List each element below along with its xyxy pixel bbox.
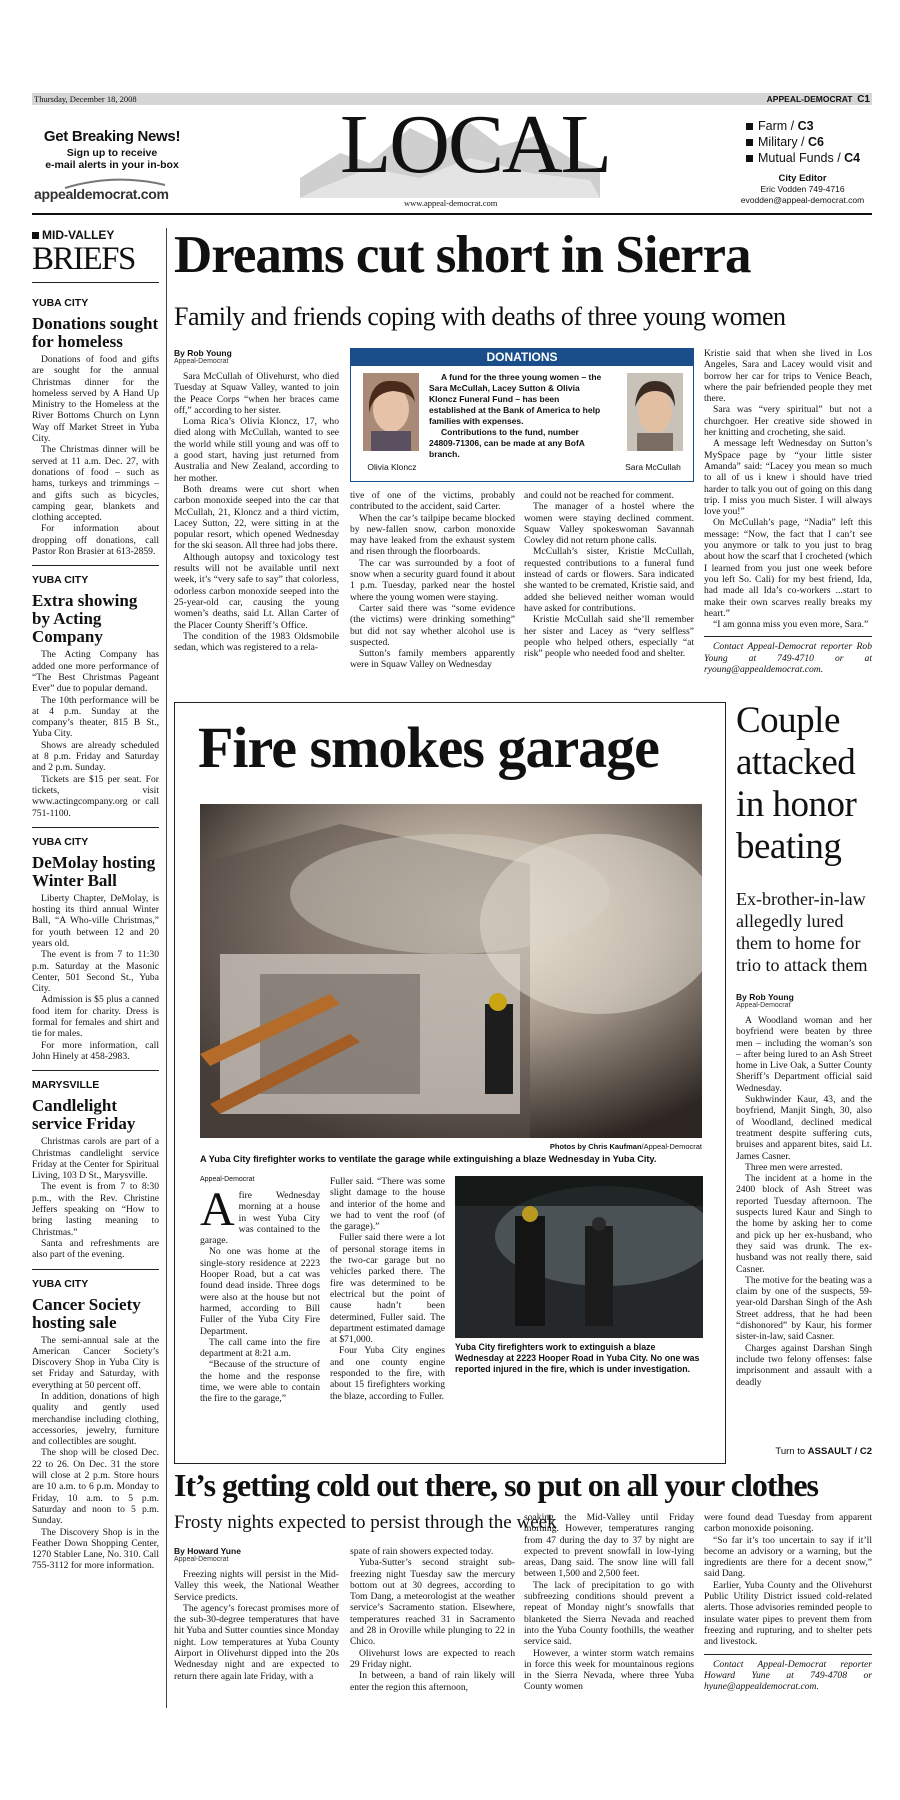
section-title: LOCAL [340,98,610,191]
paragraph: soaking the Mid-Valley until Friday morning. However, temperatures ranging from 47 during the day to 37 by night are expected to prevent snowfall in low-lying areas, Dang said. The snow line will fall between 1,500 and 2,500 feet. [524,1512,694,1580]
story1-headline[interactable]: Dreams cut short in Sierra [174,226,751,284]
index-item[interactable]: Military / C6 [746,134,860,150]
paragraph: Freezing nights will persist in the Mid-Valley this week, the National Weather Service predicts. [174,1569,339,1603]
promo-line: e-mail alerts in your in-box [45,159,179,171]
paragraph: “I am gonna miss you even more, Sara.” [713,619,869,631]
couple-deck: Ex-brother-in-law allegedly lured them to home for trio to attack them [736,889,868,975]
agency-credit: Appeal-Democrat [736,1002,791,1009]
paragraph: Sukhwinder Kaur, 43, and the boyfriend, Manjit Singh, 30, also of Woodland, declined medical treatment despite suffering cuts, bruises and apparent bites, said Lt. James Casner. [736,1094,872,1162]
story1-deck: Family and friends coping with deaths of three young women [174,302,786,331]
promo-line: Sign up to receive [66,147,158,159]
agency-credit: Appeal-Democrat [174,1556,229,1563]
paragraph: “So far it’s too uncertain to say if it’ll become an advisory or a warning, but the ingredients are there for a decent snow,” said Dang. [704,1534,872,1580]
paragraph: Fuller said. “There was some slight damage to the house and interior of the home and we had to vent the roof (of the garage).” [330,1176,445,1233]
brief-paragraph: The shop will be closed Dec. 22 to 26. On Dec. 31 the store will close at 2 p.m. Store hours are 10 a.m. to 6 p.m. Monday to Friday, 10 a.m. to 5 p.m. Saturday and noon to 5 p.m. Sunday. [32,1447,159,1527]
brief-paragraph: Shows are already scheduled at 8 p.m. Friday and Saturday and 2 p.m. Sunday. [32,739,159,774]
brief-paragraph: The semi-annual sale at the American Cancer Society’s Discovery Shop in Yuba City is set Friday and Saturday, with everything at 50 percent off. [32,1334,159,1391]
caption-olivia-kloncz: Olivia Kloncz [367,462,417,472]
brief-headline: Cancer Society hosting sale [32,1294,141,1332]
brief-location: MARYSVILLE [32,1079,100,1092]
brief-headline: Donations sought for homeless [32,314,159,351]
index-item[interactable]: Farm / C3 [746,118,860,134]
section-index [746,118,860,166]
brief-paragraph: The event is from 7 to 8:30 p.m., with the Rev. Christine Jeffers speaking on “How to bring lasting meaning to Christmas.” [32,1181,159,1238]
paragraph: Sutton’s family members apparently were in Squaw Valley on Wednesday [350,648,515,671]
byline: By Rob Young [736,992,794,1002]
donations-title: DONATIONS [351,349,693,366]
site-url[interactable]: www.appeal-democrat.com [404,198,498,208]
paragraph: The car was surrounded by a foot of snow when a security guard found it about 1 p.m. Tuesday, parked near the hostel where the young women were staying. [350,557,515,603]
paragraph: McCullah’s sister, Kristie McCullah, requested contributions to a funeral fund instead of cards or flowers. Sara indicated she wanted to be cremated, Kristie said, and added she believed neither woman would have asked for contributions. [524,546,694,614]
paragraph: The motive for the beating was a claim by one of the suspects, 59-year-old Darshan Singh of the Ash Street address, that he had been “dishonored” by Kaur, his former sister-in-law, said Casner. [736,1274,872,1343]
paragraph: The call came into the fire department at 8:21 a.m. [200,1336,320,1360]
photo-sara-mccullah [627,373,683,451]
breaking-news-promo[interactable] [32,128,192,171]
paragraph: tive of one of the victims, probably contributed to the accident, said Carter. [350,490,515,513]
paragraph: Both dreams were cut short when carbon monoxide seeped into the car that McCullah, 21, Kloncz and a third victim, Lacey Sutton, 22, were sitting in at the popular resort, which opened Wednesday for the ski season. All three had jobs there. [174,483,339,552]
paragraph: spate of rain showers expected today. [350,1546,494,1557]
brief-location: YUBA CITY [32,835,89,848]
fire-secondary-caption: Yuba City firefighters work to extinguish a blaze Wednesday at 2223 Hooper Road in Yuba City. No one was reported injured in the fire, which is under investigation. [455,1342,700,1374]
paper-name: APPEAL-DEMOCRAT [766,94,853,104]
page-folio [767,93,870,106]
paragraph: On McCullah’s page, “Nadia” left this message: “Now, the fact that I can’t see you anymore or talk to you just to brag about how the scarf that I crocheted (which I learned from you just one week before you left So. Cali) for my best friend, Ida, had made all Ida’s co-workers ...start to make their own scarves really breaks my heart.” [704,517,872,619]
brief-paragraph: Liberty Chapter, DeMolay, is hosting its third annual Winter Ball, “A Who-ville Christmas,” for youth between 12 and 20 years old. [32,892,159,949]
byline: By Rob Young [174,348,232,358]
brief-headline: DeMolay hosting Winter Ball [32,852,156,890]
couple-story-text [736,992,872,1388]
fire-main-photo [200,804,702,1138]
cold-column-2 [350,1546,515,1693]
cold-deck: Frosty nights expected to persist through the week [174,1512,557,1533]
masthead-rule [32,213,872,215]
city-editor [740,173,865,206]
paragraph: Three men were arrested. [745,1161,843,1173]
brief-headline: Extra showing by Acting Company [32,591,138,647]
paragraph: The condition of the 1983 Oldsmobile sedan, which was registered to a rela- [174,630,339,654]
brief-paragraph: The Discovery Shop is in the Feather Down Shopping Center, 1270 Stabler Lane, No. 310. Call 755-3112 for more information. [32,1526,159,1572]
briefs-kicker: MID-VALLEY [32,228,159,242]
cold-column-3 [524,1512,694,1693]
story1-column-2 [350,490,515,671]
cold-column-1 [174,1546,339,1682]
brief-paragraph: Admission is $5 plus a canned food item for charity. Dress is formal for females and shirt and tie for males. [32,994,159,1040]
paragraph: The agency’s forecast promises more of the sub-30-degree temperatures that have hit Yuba and Sutter counties since Monday night. Low temperatures at Yuba County Airport in Olivehurst dipped into the 20s Wednesday night and are expected to return there again late Friday, with a [174,1602,339,1682]
paragraph: Kristie McCullah said she’ll remember her sister and Lacey as “very selfless” people who helped others, especially “at risk” people who needed food and shelter. [524,614,694,660]
paragraph: Fuller said there were a lot of personal storage items in the two-car garage but no vehicles parked there. The fire was determined to be electrical but the point of cause hadn’t been determined, Fuller said. The department estimated damage at $71,000. [330,1232,445,1346]
promo-title: Get Breaking News! [43,128,181,145]
couple-headline[interactable]: Couple attacked in honor beating [736,700,857,867]
paragraph: “Because of the structure of the home and the response time, we were able to contain the fire to the garage,” [200,1359,320,1405]
paragraph: Although autopsy and toxicology test results will not be available until next week, it’s “very safe to say” that colorless, odorless carbon monoxide seeped into the 25-year-old car, causing the young women’s deaths, said Lt. Allan Carter of the Placer County Sheriff’s Office. [174,551,339,631]
story1-column-4 [704,348,872,675]
brief-paragraph: Santa and refreshments are also part of the evening. [32,1237,159,1261]
paragraph: Kristie said that when she lived in Los Angeles, Sara and Lacey would visit and borrow her car for trips to Venice Beach, where the pair befriended people they met there. [704,348,872,405]
site-logo[interactable]: appealdemocrat.com [34,186,169,202]
paragraph: Sara McCullah of Olivehurst, who died Tuesday at Squaw Valley, wanted to join the Peace Corps “when her braces came off,” according to her sister. [174,371,339,416]
fire-column-1 [200,1183,320,1405]
date: Thursday, December 18, 2008 [34,94,137,104]
paragraph: When the car’s tailpipe became blocked by new-fallen snow, carbon monoxide may have leaked from the exhaust system and risen through the floorboards. [350,512,515,558]
drop-cap: A [200,1183,235,1236]
paragraph: However, a winter storm watch remains in force this week for mountainous regions in the Sierra Nevada, where three Yuba County women [524,1647,694,1693]
paragraph: Earlier, Yuba County and the Olivehurst Public Utility District issued cold-related alerts. Those advisories reminded people to insulate water pipes to prevent them from freezing and rupturing, and to shelter pets and livestock. [704,1579,872,1648]
brief-paragraph: The 10th performance will be at 4 p.m. Sunday at the company’s theater, 815 B St., Yuba City. [32,694,159,740]
paragraph: fire Wednesday morning at a house in west Yuba City was contained to the garage. [200,1190,320,1247]
byline: By Howard Yune [174,1546,241,1556]
brief-headline: Candlelight service Friday [32,1096,136,1134]
briefs-column [32,228,159,1572]
editor-title: City Editor [778,173,827,184]
index-item[interactable]: Mutual Funds / C4 [746,150,860,166]
fire-headline[interactable]: Fire smokes garage [198,715,659,780]
paragraph: were found dead Tuesday from apparent carbon monoxide poisoning. [704,1512,872,1535]
paragraph: Carter said there was “some evidence (the victims) were drinking something” but did not say whether alcohol use is suspected. [350,602,515,648]
donations-text: A fund for the three young women – the Sara McCullah, Lacey Sutton & Olivia Kloncz Funeral Fund – has been established at the Bank of America to help families with expenses. Contributions to the fund, number 24809-71306, can be made at any BofA branch. [429,372,602,459]
paragraph: Four Yuba City engines and one county engine responded to the fire, with about 15 firefighters working the blaze, according to Fuller. [330,1345,445,1402]
agency-credit: Appeal-Democrat [174,358,229,365]
paragraph: The manager of a hostel where the women were staying declined comment. Squaw Valley spokeswoman Savannah Cowley did not return phone calls. [524,501,694,547]
photo-olivia-kloncz [363,373,419,451]
brief-paragraph: Donations of food and gifts are sought for the annual Christmas dinner for the homeless served by A Hand Up Ministry to the Homeless at the River Bottoms Church on Lynn Way off Market Street in Yuba City. [32,354,159,445]
agency-credit: Appeal-Democrat [200,1176,255,1183]
paragraph: Loma Rica’s Olivia Kloncz, 17, who died along with McCullah, wanted to see the world while still young and was off to a good start, having just returned from Australia and New Zealand, according to her mother. [174,416,339,484]
brief-location: YUBA CITY [32,574,89,587]
paragraph: Yuba-Sutter’s second straight sub-freezing night Tuesday saw the mercury bottom out at 30 degrees, according to Tom Dang, a meteorologist at the weather service’s Sacramento station. Elsewhere, temperatures reached 31 in Sacramento and 28 in Oroville while plunging to 22 in Chico. [350,1557,515,1648]
fire-column-2 [330,1176,445,1402]
paragraph: A message left Wednesday on Sutton’s MySpace page by “your little sister Amanda” said: “Lacey you mean so much to all of us i knew i should have tried harder to talk you out of going on this dang trip. I miss you much Sister. I will always love you!” [704,438,872,518]
editor-name: Eric Vodden 749-4716 [760,184,845,194]
paragraph: A Woodland woman and her boyfriend were beaten by three men – including the woman’s son – after being lured to an Ash Street home in Live Oak, a Sutter County Sheriff’s Department official said Wednesday. [736,1015,872,1094]
jump-line[interactable]: Turn to ASSAULT / C2 [775,1446,872,1457]
brief-location: YUBA CITY [32,1277,89,1290]
fire-photo-caption: A Yuba City firefighter works to ventilate the garage while extinguishing a blaze Wednesday in Yuba City. [200,1154,657,1164]
paragraph: The lack of precipitation to go with subfreezing conditions should prevent a repeat of Monday night’s snowfalls that blanketed the Sierra Nevada and reached into the Yuba County foothills, the weather service said. [524,1579,694,1648]
page-number: C1 [857,94,870,105]
brief-paragraph: The Acting Company has added one more performance of “The Best Christmas Pageant Ever” due to popular demand. [32,649,159,695]
fire-secondary-photo [455,1176,703,1338]
column-divider [166,228,167,1708]
story1-column-1 [174,348,339,653]
brief-paragraph: The event is from 7 to 11:30 p.m. Saturday at the Masonic Center, 501 Second St., Yuba City. [32,949,159,995]
brief-paragraph: The Christmas dinner will be served at 11 a.m. Dec. 27, with donations of food – such as hams, turkeys and trimmings – and gifts such as bicycles, camping gear, blankets and clothing accepted. [32,444,159,524]
paragraph: No one was home at the single-story residence at 2223 Hooper Road, but a cat was found dead inside. Three dogs were also at the house but not harmed, according to Bill Fuller of the Yuba City Fire Department. [200,1246,320,1337]
brief-paragraph: Christmas carols are part of a Christmas candlelight service Friday at the Center for Spiritual Living, 103 D St., Marysville. [32,1136,159,1182]
cold-column-4 [704,1512,872,1692]
briefs-title: BRIEFS [32,241,135,277]
editor-email[interactable]: evodden@appeal-democrat.com [740,195,865,205]
caption-sara-mccullah: Sara McCullah [625,462,681,472]
paragraph: Sara was “very spiritual” but not a churchgoer. Her creative side showed in her knitting and crocheting, she said. [704,404,872,439]
reporter-contact: Contact Appeal-Democrat reporter Rob Young at 749-4710 or at ryoung@appealdemocrat.com. [704,641,872,676]
paragraph: Charges against Darshan Singh include two felony offenses: false imprisonment and assault with a deadly [736,1342,872,1388]
donations-box [350,348,694,482]
story1-column-3 [524,490,694,659]
brief-paragraph: In addition, donations of high quality and gently used merchandise including clothing, accessories, jewelry, furniture and collectibles are sought. [32,1391,159,1448]
paragraph: In between, a band of rain likely will enter the region this afternoon, [350,1670,515,1693]
cold-headline[interactable]: It’s getting cold out there, so put on all your clothes [174,1467,818,1503]
paragraph: The incident at a home in the 2400 block of Ash Street was reported Tuesday afternoon. The suspects lured Kaur and Singh to the home by asking her to come and pick up her ex-husband, who they said was drunk. The ex-husband was not really there, said Casner. [736,1173,872,1275]
brief-paragraph: For more information, call John Hinely at 458-2983. [32,1039,159,1062]
brief-paragraph: For information about dropping off donations, call Pastor Ron Brasier at 613-2859. [32,523,159,558]
reporter-contact: Contact Appeal-Democrat reporter Howard Yune at 749-4708 or hyune@appealdemocrat.com. [704,1658,872,1693]
brief-paragraph: Tickets are $15 per seat. For tickets, visit www.actingcompany.org or call 751-1100. [32,773,159,819]
paragraph: Olivehurst lows are expected to reach 29 Friday night. [350,1647,515,1670]
photo-credit: Photos by Chris Kaufman/Appeal-Democrat [549,1142,702,1151]
paragraph: and could not be reached for comment. [524,490,674,501]
brief-location: YUBA CITY [32,297,89,309]
